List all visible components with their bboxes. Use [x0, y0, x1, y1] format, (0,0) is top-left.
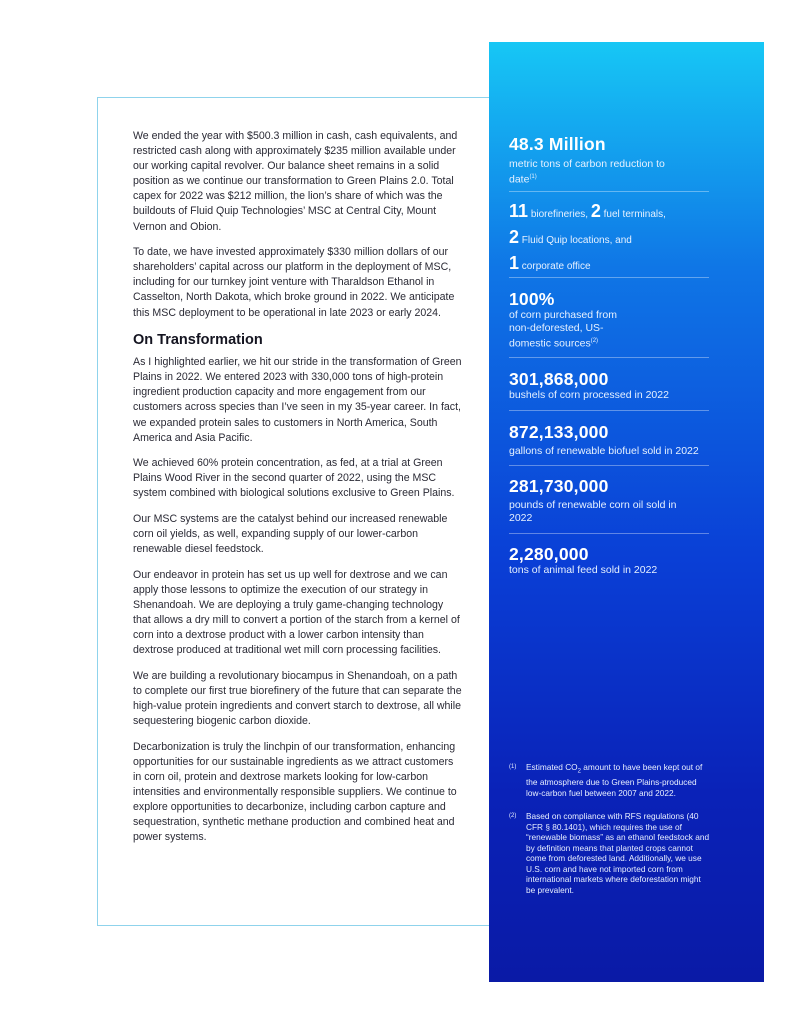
stat-desc: metric tons of carbon reduction to date [509, 158, 665, 186]
stat-value: 48.3 Million [509, 134, 606, 154]
body-paragraph: Decarbonization is truly the linchpin of our transformation, enhancing opportunities for our sustainable ingredients as we attract customers in corn oil, protein and dextrose markets looking for low-carbon intensities and environmentally responsible suppliers. We continue to explore opportunities to decarbonize, including carbon capture and sequestration, synthetic methane production and combined heat and power systems. [133, 740, 457, 844]
footnote-text: amount to have been kept out of the atmosphere due to Green Plains-produced low-carbon fuel between 2007 and 2022. [526, 762, 703, 798]
footnote-ref: (2) [590, 338, 599, 344]
body-paragraph: To date, we have invested approximately $330 million dollars of our shareholders’ capital across our platform in the deployment of MSC, including for our turnkey joint venture with Tharaldson Ethanol in Casselton, North Dakota, which broke ground in 2022. We anticipate this MSC deployment to be operational in late 2023 or early 2024. [133, 246, 455, 319]
footnote-1 [509, 762, 724, 798]
stats-panel [489, 42, 764, 982]
footnote-2 [509, 811, 724, 895]
stat-label: Fluid Quip locations, and [521, 235, 632, 246]
stat-desc: pounds of renewable corn oil sold in 2022 [509, 499, 677, 524]
stat-value: 301,868,000 [509, 369, 609, 389]
stat-pounds [509, 476, 744, 525]
stat-value: 100% [509, 289, 555, 309]
body-paragraph: We are building a revolutionary biocampus in Shenandoah, on a path to complete our first true biorefinery of the future that can separate the high-value protein ingredients and convert starch to dextrose, all while sequestering biogenic carbon dioxide. [133, 669, 462, 728]
stat-bushels [509, 369, 744, 402]
divider [509, 465, 709, 466]
divider [509, 191, 709, 192]
divider [509, 277, 709, 278]
footnote-subscript: 2 [577, 768, 581, 775]
stat-desc: bushels of corn processed in 2022 [509, 389, 669, 401]
stat-label: fuel terminals, [603, 209, 666, 220]
stat-desc: tons of animal feed sold in 2022 [509, 564, 658, 576]
stat-desc: of corn purchased from non-deforested, US-domestic sources [509, 309, 617, 350]
stat-gallons [509, 422, 744, 458]
footnote-ref: (1) [529, 174, 537, 180]
stat-value: 2,280,000 [509, 544, 589, 564]
body-paragraph: As I highlighted earlier, we hit our stride in the transformation of Green Plains in 2022. We entered 2023 with 330,000 tons of high-protein ingredient production capacity and more engagement from our customers across species than I’ve seen in my 35-year career. In fact, we expanded protein sales to customers in North America, South America and Asia Pacific. [133, 356, 462, 444]
stat-label: biorefineries, [530, 209, 589, 220]
stat-label: corporate office [521, 261, 591, 272]
footnote-text: Based on compliance with RFS regulations (40 CFR § 80.1401), which requires the use of “renewable biomass” as an ethanol feedstock and by definition means that planted crops cannot come from deforested land. Additionally, we use U.S. corn and have not imported corn from international markets where deforestation might be prevalent. [526, 811, 710, 895]
body-paragraph: We ended the year with $500.3 million in cash, cash equivalents, and restricted cash along with approximately $235 million available under our working capital revolver. Our balance sheet remains in a solid position as we continue our transformation to Green Plains 2.0. Total capex for 2022 was $212 million, the lion’s share of which was the buildouts of Fluid Quip Technologies’ MSC at Central City, Mount Vernon and Obion. [133, 130, 458, 233]
stat-tons [509, 544, 744, 577]
body-paragraph: Our endeavor in protein has set us up well for dextrose and we can apply those lessons to optimize the execution of our strategy in Shenandoah. We are deploying a truly game-changing technology that allows a dry mill to convert a portion of the starch from a kernel of corn into a dextrose product with a lower carbon intensity than dextrose produced at traditional wet mill corn processing facilities. [133, 568, 460, 657]
body-paragraph: Our MSC systems are the catalyst behind our increased renewable corn oil yields, as well, expanding supply of our lower-carbon renewable diesel feedstock. [133, 512, 448, 556]
stat-number: 11 [509, 201, 529, 221]
divider [509, 533, 709, 534]
stat-corn [509, 289, 744, 351]
main-column [133, 129, 463, 856]
stat-number: 2 [509, 227, 520, 247]
stat-number: 1 [509, 253, 520, 273]
stat-desc: gallons of renewable biofuel sold in 2022 [509, 445, 699, 457]
stat-value: 872,133,000 [509, 422, 609, 442]
footnote-mark: (1) [509, 764, 517, 770]
section-heading: On Transformation [133, 332, 263, 349]
stat-number: 2 [590, 201, 601, 221]
divider [509, 410, 709, 411]
stat-carbon [509, 134, 744, 187]
stat-value: 281,730,000 [509, 476, 609, 496]
divider [509, 357, 709, 358]
footnote-text: Estimated CO [526, 762, 578, 772]
body-paragraph: We achieved 60% protein concentration, as fed, at a trial at Green Plains Wood River in the second quarter of 2022, using the MSC system combined with biological solutions exclusive to Green Plains. [133, 457, 455, 500]
footnote-mark: (2) [509, 813, 517, 819]
stat-locations [509, 200, 744, 278]
